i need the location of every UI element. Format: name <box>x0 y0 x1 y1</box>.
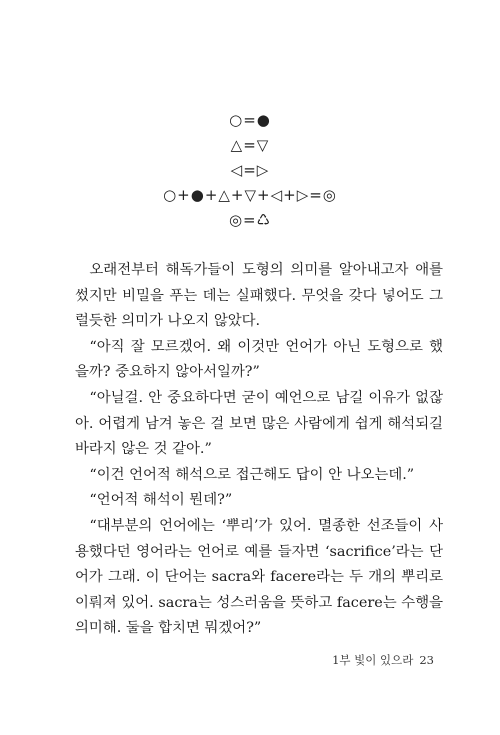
paragraph: “아닐걸. 안 중요하다면 굳이 예언으로 남길 이유가 없잖아. 어렵게 남겨 놓은 걸 보면 많은 사람에게 쉽게 해석되길 바라지 않은 것 같아.” <box>75 389 443 458</box>
equation-triangle: △=▽ <box>230 136 270 154</box>
equation-circle: ○=● <box>229 111 271 129</box>
paragraph: 오래전부터 해독가들이 도형의 의미를 알아내고자 애를 썼지만 비밀을 푸는 데는 실패했다. 무엇을 갖다 넣어도 그럴듯한 의미가 나오지 않았다. <box>75 262 443 330</box>
body-text <box>75 258 443 642</box>
symbol-equations <box>0 108 500 233</box>
paragraph: “아직 잘 모르겠어. 왜 이것만 언어가 아닌 도형으로 했을까? 중요하지 않아서일까?” <box>75 338 443 381</box>
paragraph: “이건 언어적 해석으로 접근해도 답이 안 나오는데.” <box>89 466 415 483</box>
paragraph: “대부분의 언어에는 ‘뿌리’가 있어. 멸종한 선조들이 사용했다던 영어라는 언어로 예를 들자면 ‘sacrifice’라는 단어가 그래. 이 단어는 sacra와 facere라는 두 개의 뿌리로 이뤄져 있어. sacra는 성스러움을 뜻하고 facere는 수행을 의미해. 둘을 합치면 뭐겠어?” <box>75 517 443 637</box>
page-footer <box>332 652 434 668</box>
page-number: 23 <box>419 653 434 667</box>
equation-arrow: ◁=▷ <box>230 161 270 179</box>
section-title: 1부 빛이 있으라 <box>332 653 414 667</box>
equation-recycle: ◎=♺ <box>228 211 272 229</box>
paragraph: “언어적 해석이 뭔데?” <box>89 492 233 509</box>
equation-sum: ○+●+△+▽+◁+▷=◎ <box>163 186 337 204</box>
